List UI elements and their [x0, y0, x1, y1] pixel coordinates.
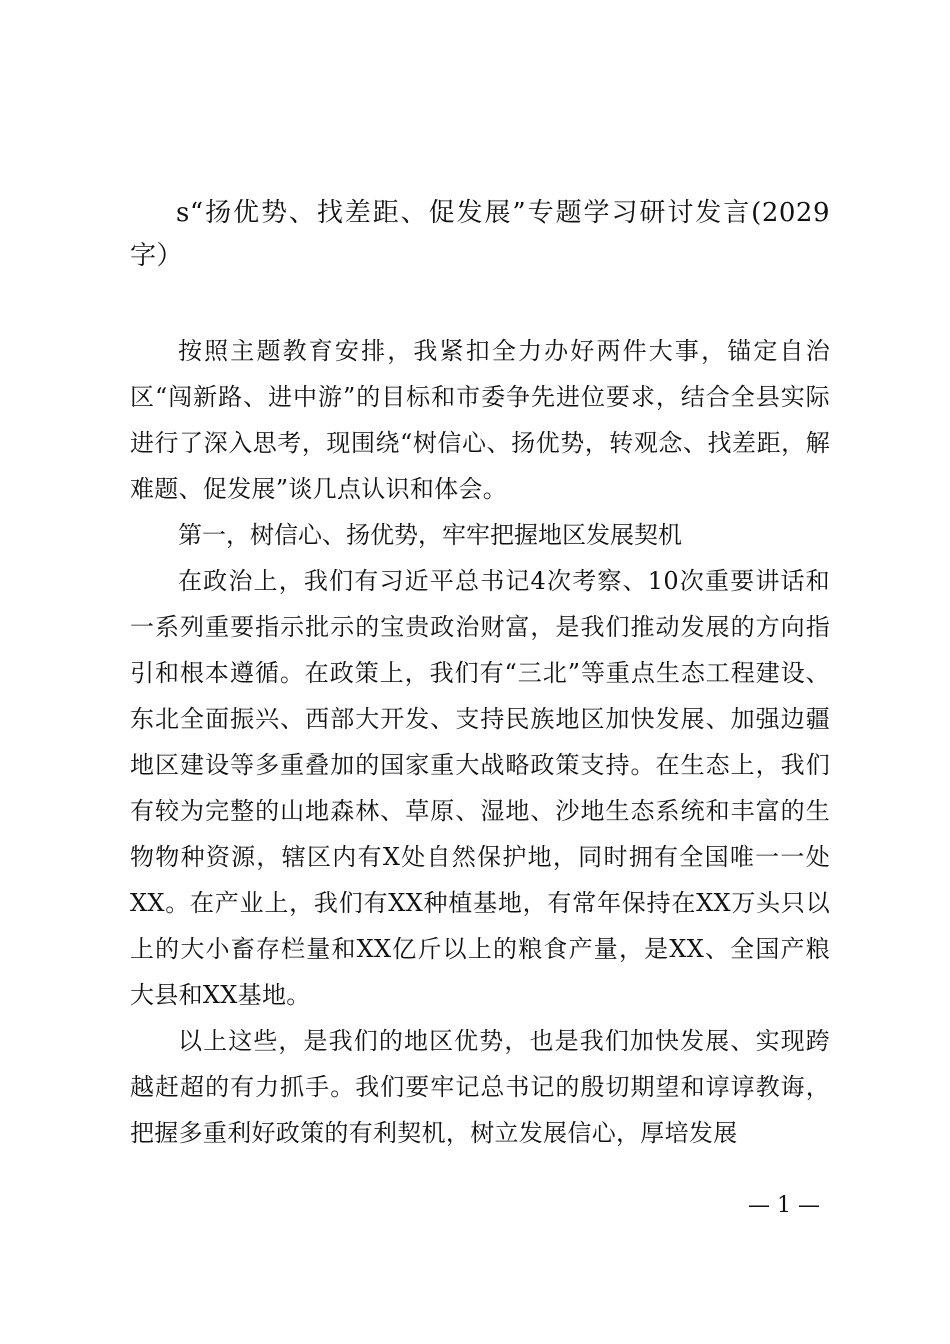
page-number: — 1 —: [748, 1193, 820, 1218]
section-heading: 第一，树信心、扬优势，牢牢把握地区发展契机: [178, 521, 682, 549]
summary-paragraph: 以上这些，是我们的地区优势，也是我们加快发展、实现跨越赶超的有力抓手。我们要牢记总书记的殷切期望和谆谆教诲，把握多重利好政策的有利契机，树立发展信心，厚培发展: [130, 1027, 830, 1147]
advantages-paragraph: 在政治上，我们有习近平总书记4次考察、10次重要讲话和一系列重要指示批示的宝贵政治财富，是我们推动发展的方向指引和根本遵循。在政策上，我们有“三北”等重点生态工程建设、东北全面振兴、西部大开发、支持民族地区加快发展、加强边疆地区建设等多重叠加的国家重大战略政策支持。在生态上，我们有较为完整的山地森林、草原、湿地、沙地生态系统和丰富的生物物种资源，辖区内有X处自然保护地，同时拥有全国唯一一处XX。在产业上，我们有XX种植基地，有常年保持在XX万头只以上的大小畜存栏量和XX亿斤以上的粮食产量，是XX、全国产粮大县和XX基地。: [130, 567, 830, 1009]
intro-paragraph: 按照主题教育安排，我紧扣全力办好两件大事，锚定自治区“闯新路、进中游”的目标和市委争先进位要求，结合全县实际进行了深入思考，现围绕“树信心、扬优势，转观念、找差距，解难题、促发展”谈几点认识和体会。: [130, 337, 830, 503]
document-title: s“扬优势、找差距、促发展”专题学习研讨发言(2029字）: [130, 198, 830, 271]
document-body: [130, 328, 830, 1156]
